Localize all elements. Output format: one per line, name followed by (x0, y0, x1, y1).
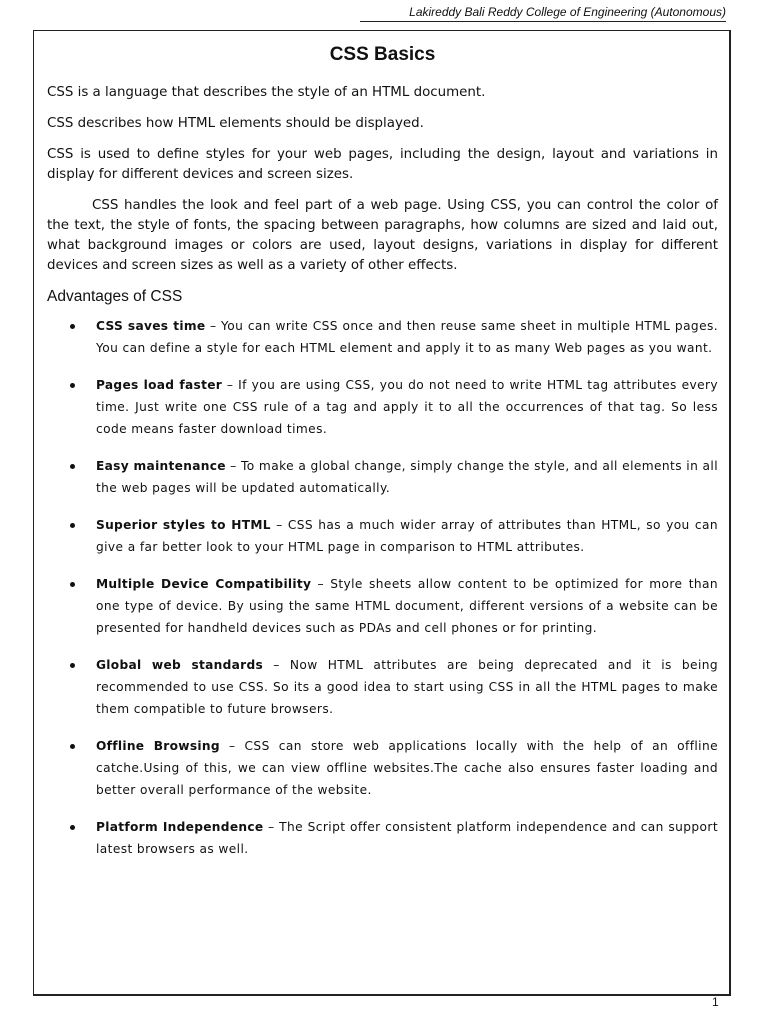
bullet-icon (70, 582, 75, 587)
advantage-text: – Now HTML attributes are being deprecated and it is being recommended to use CSS. So its a good idea to start using CSS in all the HTML pages to make them compatible to future browsers. (96, 658, 718, 716)
page-number: 1 (712, 995, 719, 1009)
list-item (47, 374, 718, 440)
section-heading-advantages: Advantages of CSS (47, 288, 183, 305)
advantage-text: – You can write CSS once and then reuse same sheet in multiple HTML pages. You can define a style for each HTML element and apply it to as many Web pages as you want. (96, 319, 718, 355)
advantage-term: Easy maintenance (96, 459, 226, 473)
advantage-text: – The Script offer consistent platform independence and can support latest browsers as well. (96, 820, 718, 856)
advantage-term: CSS saves time (96, 319, 206, 333)
bullet-icon (70, 383, 75, 388)
paragraph-describes: CSS describes how HTML elements should be displayed. (47, 116, 424, 131)
list-item (47, 816, 718, 860)
list-item (47, 654, 718, 720)
list-item (47, 315, 718, 359)
advantage-text: – To make a global change, simply change the style, and all elements in all the web pages will be updated automatically. (96, 459, 718, 495)
document-body (47, 44, 718, 875)
bullet-icon (70, 663, 75, 668)
advantage-term: Pages load faster (96, 378, 223, 392)
advantage-term: Global web standards (96, 658, 264, 672)
list-item (47, 514, 718, 558)
list-item (47, 735, 718, 801)
advantage-term: Superior styles to HTML (96, 518, 271, 532)
advantage-term: Multiple Device Compatibility (96, 577, 312, 591)
bullet-icon (70, 523, 75, 528)
bullet-icon (70, 825, 75, 830)
list-item (47, 455, 718, 499)
advantage-term: Offline Browsing (96, 739, 220, 753)
advantage-text: – CSS has a much wider array of attributes than HTML, so you can give a far better look to your HTML page in comparison to HTML attributes. (96, 518, 719, 554)
document-title: CSS Basics (329, 44, 436, 65)
list-item (47, 573, 718, 639)
advantage-text: – Style sheets allow content to be optimized for more than one type of device. By using the same HTML document, different versions of a website can be presented for handheld devices such as PDAs and cell phones or for printing. (96, 577, 718, 635)
advantage-text: – CSS can store web applications locally with the help of an offline catche.Using of this, we can view offline websites.The cache also ensures faster loading and better overall performance of the website. (96, 739, 718, 797)
paragraph-define-styles: CSS is used to define styles for your web pages, including the design, layout and variations in display for different devices and screen sizes. (47, 147, 718, 182)
bullet-icon (70, 324, 75, 329)
advantage-text: – If you are using CSS, you do not need to write HTML tag attributes every time. Just write one CSS rule of a tag and apply it to all the occurrences of that tag. So less code means faster download times. (96, 378, 719, 436)
bullet-icon (70, 464, 75, 469)
bullet-icon (70, 744, 75, 749)
paragraph-intro: CSS is a language that describes the style of an HTML document. (47, 85, 486, 100)
paragraph-look-and-feel: CSS handles the look and feel part of a web page. Using CSS, you can control the color of the text, the style of fonts, the spacing between paragraphs, how columns are sized and laid out, what background images or colors are used, layout designs, variations in display for different devices and screen sizes as well as a variety of other effects. (47, 198, 718, 273)
page-header: Lakireddy Bali Reddy College of Engineering (Autonomous) (360, 5, 726, 22)
advantage-term: Platform Independence (96, 820, 264, 834)
advantages-list (47, 315, 718, 860)
